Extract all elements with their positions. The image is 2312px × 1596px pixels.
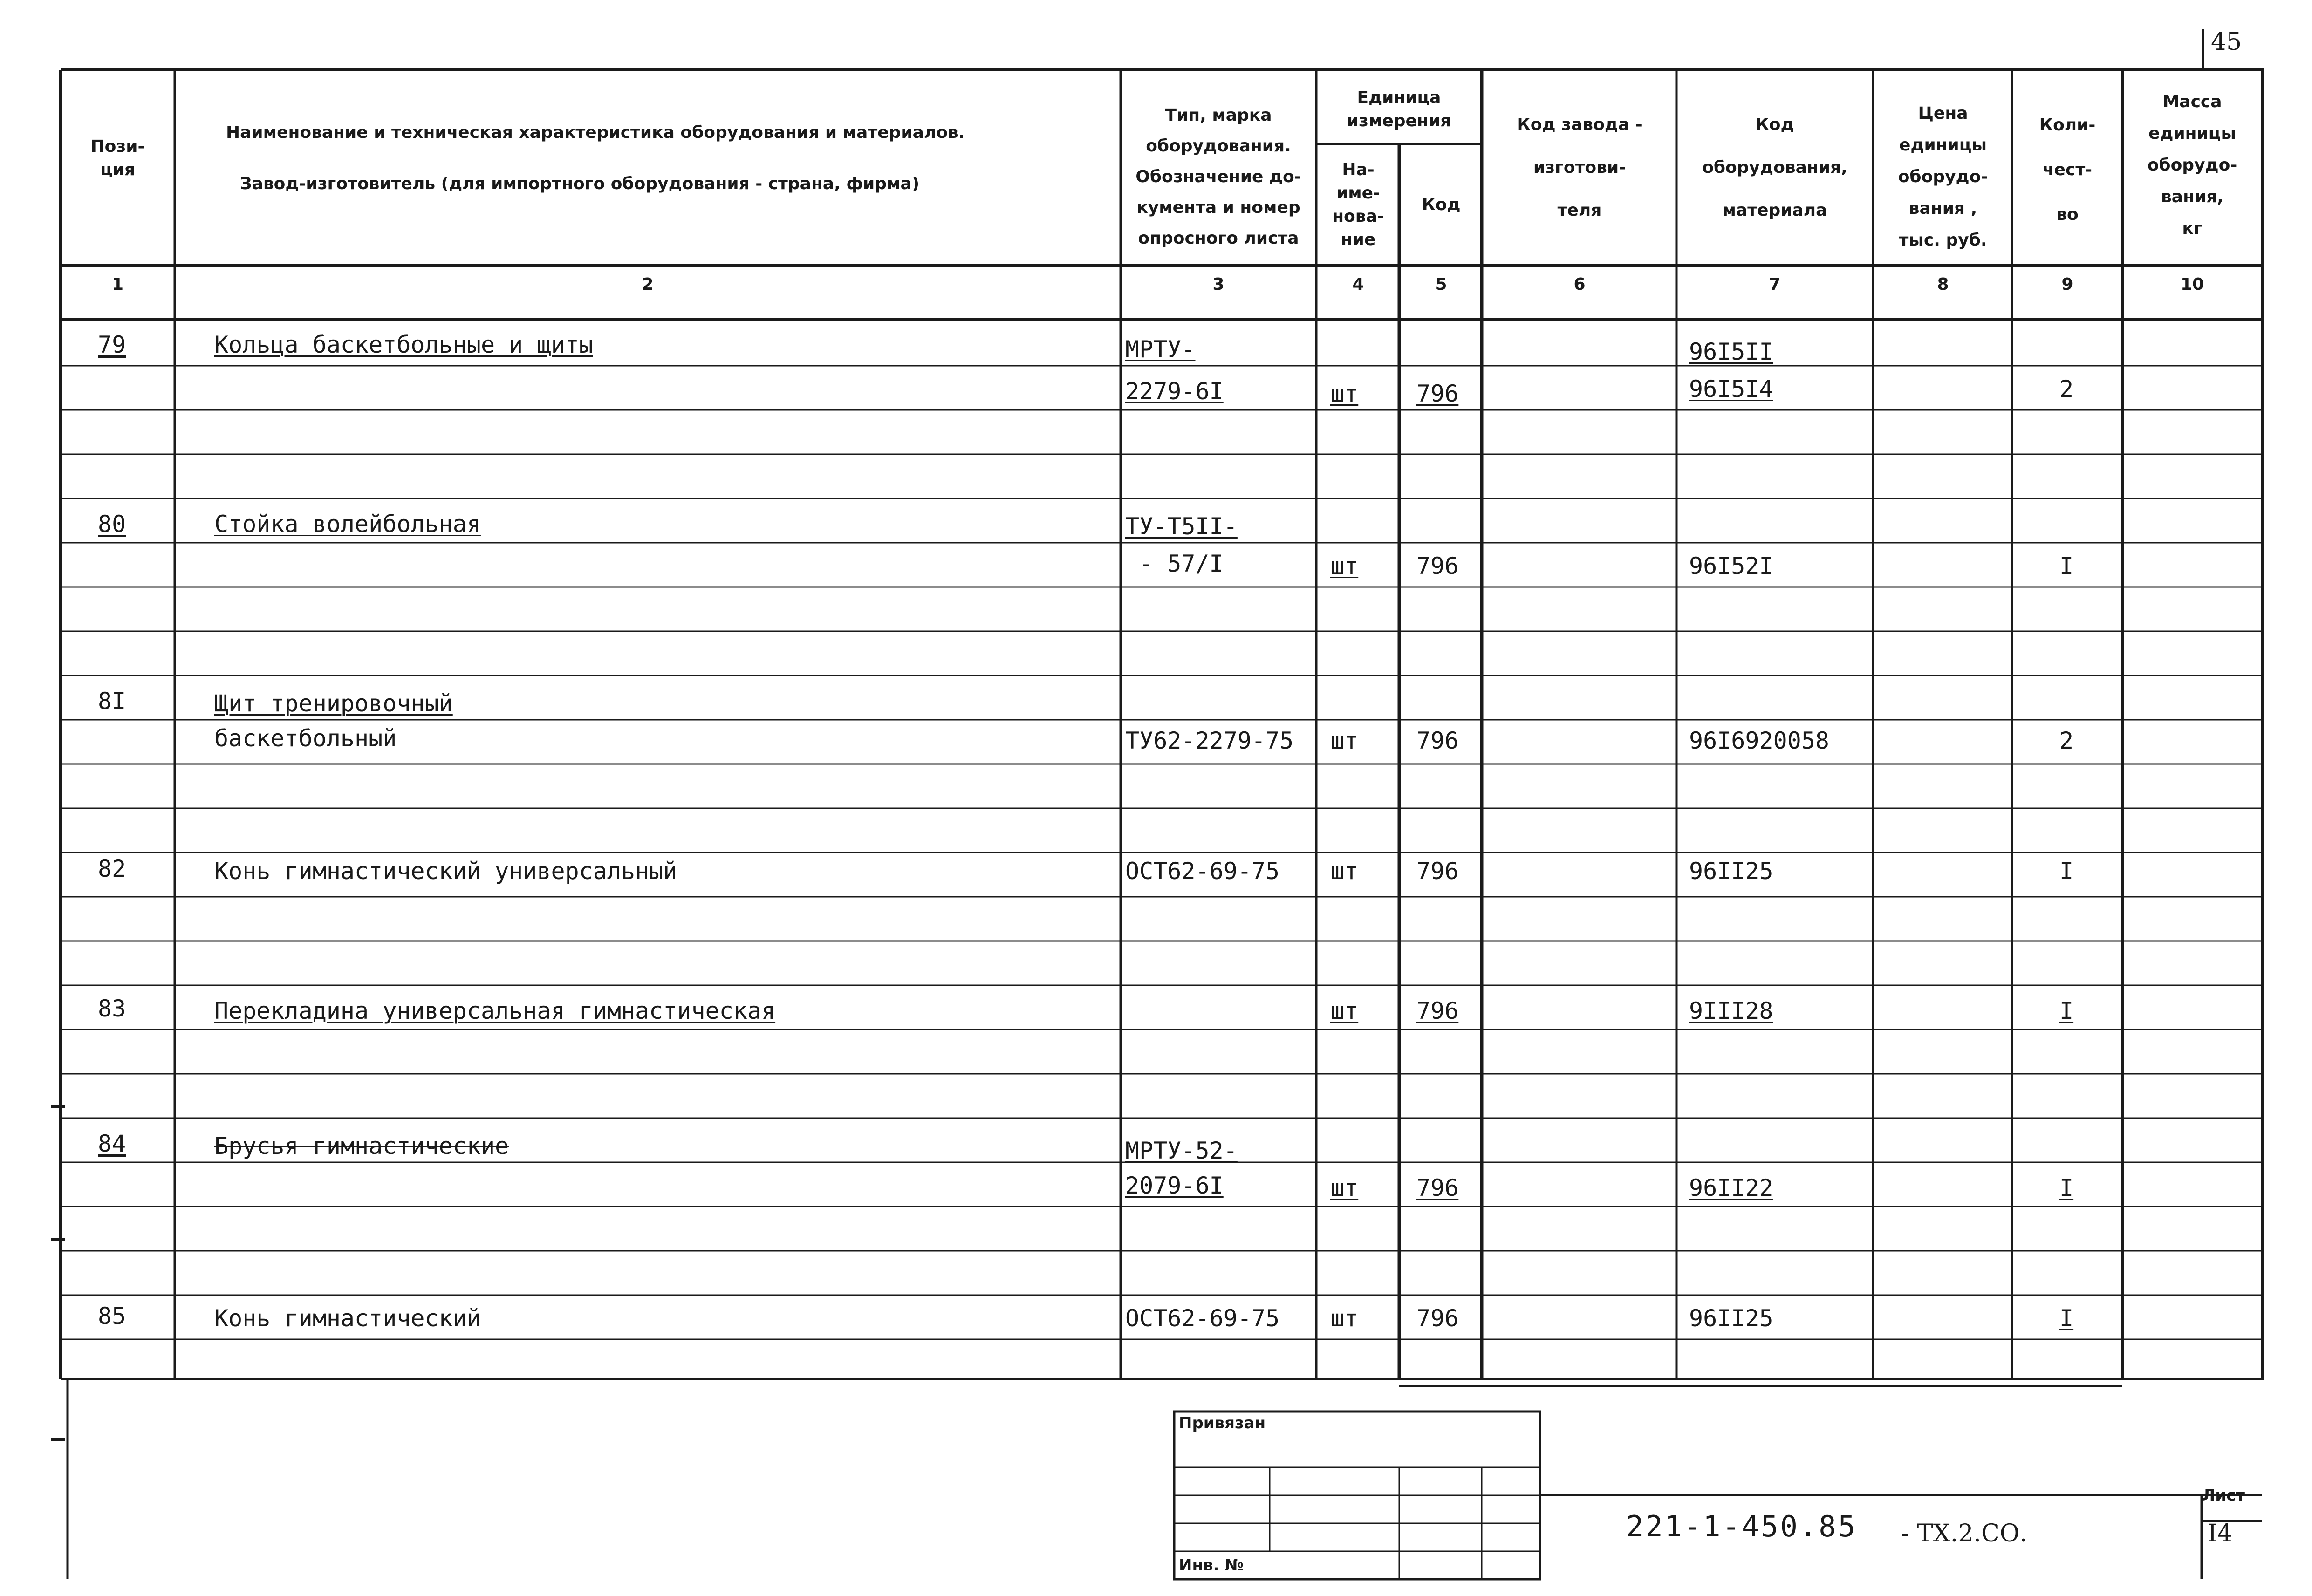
row-80-quantity: I <box>2059 552 2074 580</box>
row-79-quantity: 2 <box>2059 375 2074 402</box>
row-84-position: 84 <box>98 1130 126 1157</box>
row-83-unit-code: 796 <box>1416 997 1459 1024</box>
row-81-name-2: баскетбольный <box>214 725 397 752</box>
row-79-equipment-code-2: 96I5I4 <box>1689 375 1773 402</box>
header-position: Пози- ция <box>90 137 145 179</box>
row-82-unit-code: 796 <box>1416 858 1459 885</box>
row-81-unit: шт <box>1330 727 1359 754</box>
row-82-quantity: I <box>2059 858 2074 885</box>
row-81-quantity: 2 <box>2059 727 2074 754</box>
row-82-name: Конь гимнастический универсальный <box>214 858 677 885</box>
header-plant-code: Код завода - изготови- теля <box>1517 115 1642 220</box>
header-name-line2: Завод-изготовитель (для импортного оборудования - страна, фирма) <box>240 174 920 193</box>
row-80-type-1: ТУ-Т5II- <box>1125 513 1238 540</box>
row-85-equipment-code-2: 96II25 <box>1689 1305 1773 1332</box>
row-83-unit: шт <box>1330 997 1359 1024</box>
column-number-9: 9 <box>2061 275 2073 294</box>
row-85-position: 85 <box>98 1303 126 1330</box>
column-number-5: 5 <box>1435 275 1447 294</box>
row-81-unit-code: 796 <box>1416 727 1459 754</box>
sheet-label: Лист <box>2202 1486 2245 1505</box>
row-79-type-1: МРТУ- <box>1125 336 1196 363</box>
row-81-position: 8I <box>98 688 126 715</box>
header-unit-name: На- име- нова- ние <box>1332 160 1384 249</box>
row-79-equipment-code-1: 96I5II <box>1689 338 1773 365</box>
row-84-unit: шт <box>1330 1174 1359 1201</box>
row-79-unit: шт <box>1330 380 1359 407</box>
header-quantity: Коли- чест- во <box>2039 116 2096 224</box>
row-84-unit-code: 796 <box>1416 1174 1459 1201</box>
row-82-type-2: ОСТ62-69-75 <box>1125 858 1280 885</box>
stamp-attached-label: Привязан <box>1179 1414 1266 1432</box>
header-price: Цена единицы оборудо- вания , тыс. руб. <box>1898 104 1988 250</box>
row-83-quantity: I <box>2059 997 2074 1024</box>
column-number-2: 2 <box>642 275 654 294</box>
header-mass: Масса единицы оборудо- вания, кг <box>2147 92 2237 238</box>
row-83-name: Перекладина универсальная гимнастическая <box>214 997 776 1024</box>
column-number-7: 7 <box>1769 275 1781 294</box>
row-85-quantity: I <box>2059 1305 2074 1332</box>
header-unit-code: Код <box>1422 195 1461 214</box>
row-85-name: Конь гимнастический <box>214 1305 481 1332</box>
column-number-10: 10 <box>2180 275 2204 294</box>
row-84-name: Брусья гимнастические <box>214 1132 509 1159</box>
column-number-8: 8 <box>1937 275 1949 294</box>
header-name-line1: Наименование и техническая характеристика оборудования и материалов. <box>226 123 965 142</box>
column-number-6: 6 <box>1573 275 1586 294</box>
row-80-name: Стойка волейбольная <box>214 511 481 538</box>
row-82-unit: шт <box>1330 858 1359 885</box>
row-85-unit-code: 796 <box>1416 1305 1459 1332</box>
document-number: 221-1-450.85 <box>1626 1509 1857 1543</box>
row-79-unit-code: 796 <box>1416 380 1459 407</box>
sheet-number: I4 <box>2208 1520 2233 1548</box>
column-number-4: 4 <box>1352 275 1364 294</box>
header-equipment-code: Код оборудования, материала <box>1702 115 1847 220</box>
row-82-position: 82 <box>98 855 126 882</box>
row-84-quantity: I <box>2059 1174 2074 1201</box>
row-83-equipment-code-2: 9III28 <box>1689 997 1773 1024</box>
row-84-type-1: МРТУ-52- <box>1125 1137 1238 1164</box>
row-81-equipment-code-2: 96I6920058 <box>1689 727 1830 754</box>
row-80-type-2: - 57/I <box>1139 550 1224 577</box>
stamp-inventory-label: Инв. № <box>1179 1556 1244 1575</box>
row-84-type-2: 2079-6I <box>1125 1172 1224 1199</box>
row-85-unit: шт <box>1330 1305 1359 1332</box>
row-82-equipment-code-2: 96II25 <box>1689 858 1773 885</box>
row-80-equipment-code-2: 96I52I <box>1689 552 1773 580</box>
column-number-3: 3 <box>1212 275 1224 294</box>
row-79-name: Кольца баскетбольные и щиты <box>214 331 593 358</box>
row-80-unit-code: 796 <box>1416 552 1459 580</box>
header-type: Тип, марка оборудования. Обозначение до- кумента и номер опросного листа <box>1135 106 1301 248</box>
row-80-position: 80 <box>98 511 126 538</box>
row-84-equipment-code-2: 96II22 <box>1689 1174 1773 1201</box>
header-unit-group: Единица измерения <box>1347 88 1451 130</box>
row-81-type-2: ТУ62-2279-75 <box>1125 727 1294 754</box>
column-number-1: 1 <box>111 275 124 294</box>
row-81-name: Щит тренировочный <box>214 690 453 717</box>
page-number: 45 <box>2211 28 2242 56</box>
row-79-position: 79 <box>98 331 126 358</box>
document-code: - ТХ.2.СО. <box>1901 1520 2027 1548</box>
row-83-position: 83 <box>98 995 126 1022</box>
row-85-type-2: ОСТ62-69-75 <box>1125 1305 1280 1332</box>
row-79-type-2: 2279-6I <box>1125 378 1224 405</box>
row-80-unit: шт <box>1330 552 1359 580</box>
